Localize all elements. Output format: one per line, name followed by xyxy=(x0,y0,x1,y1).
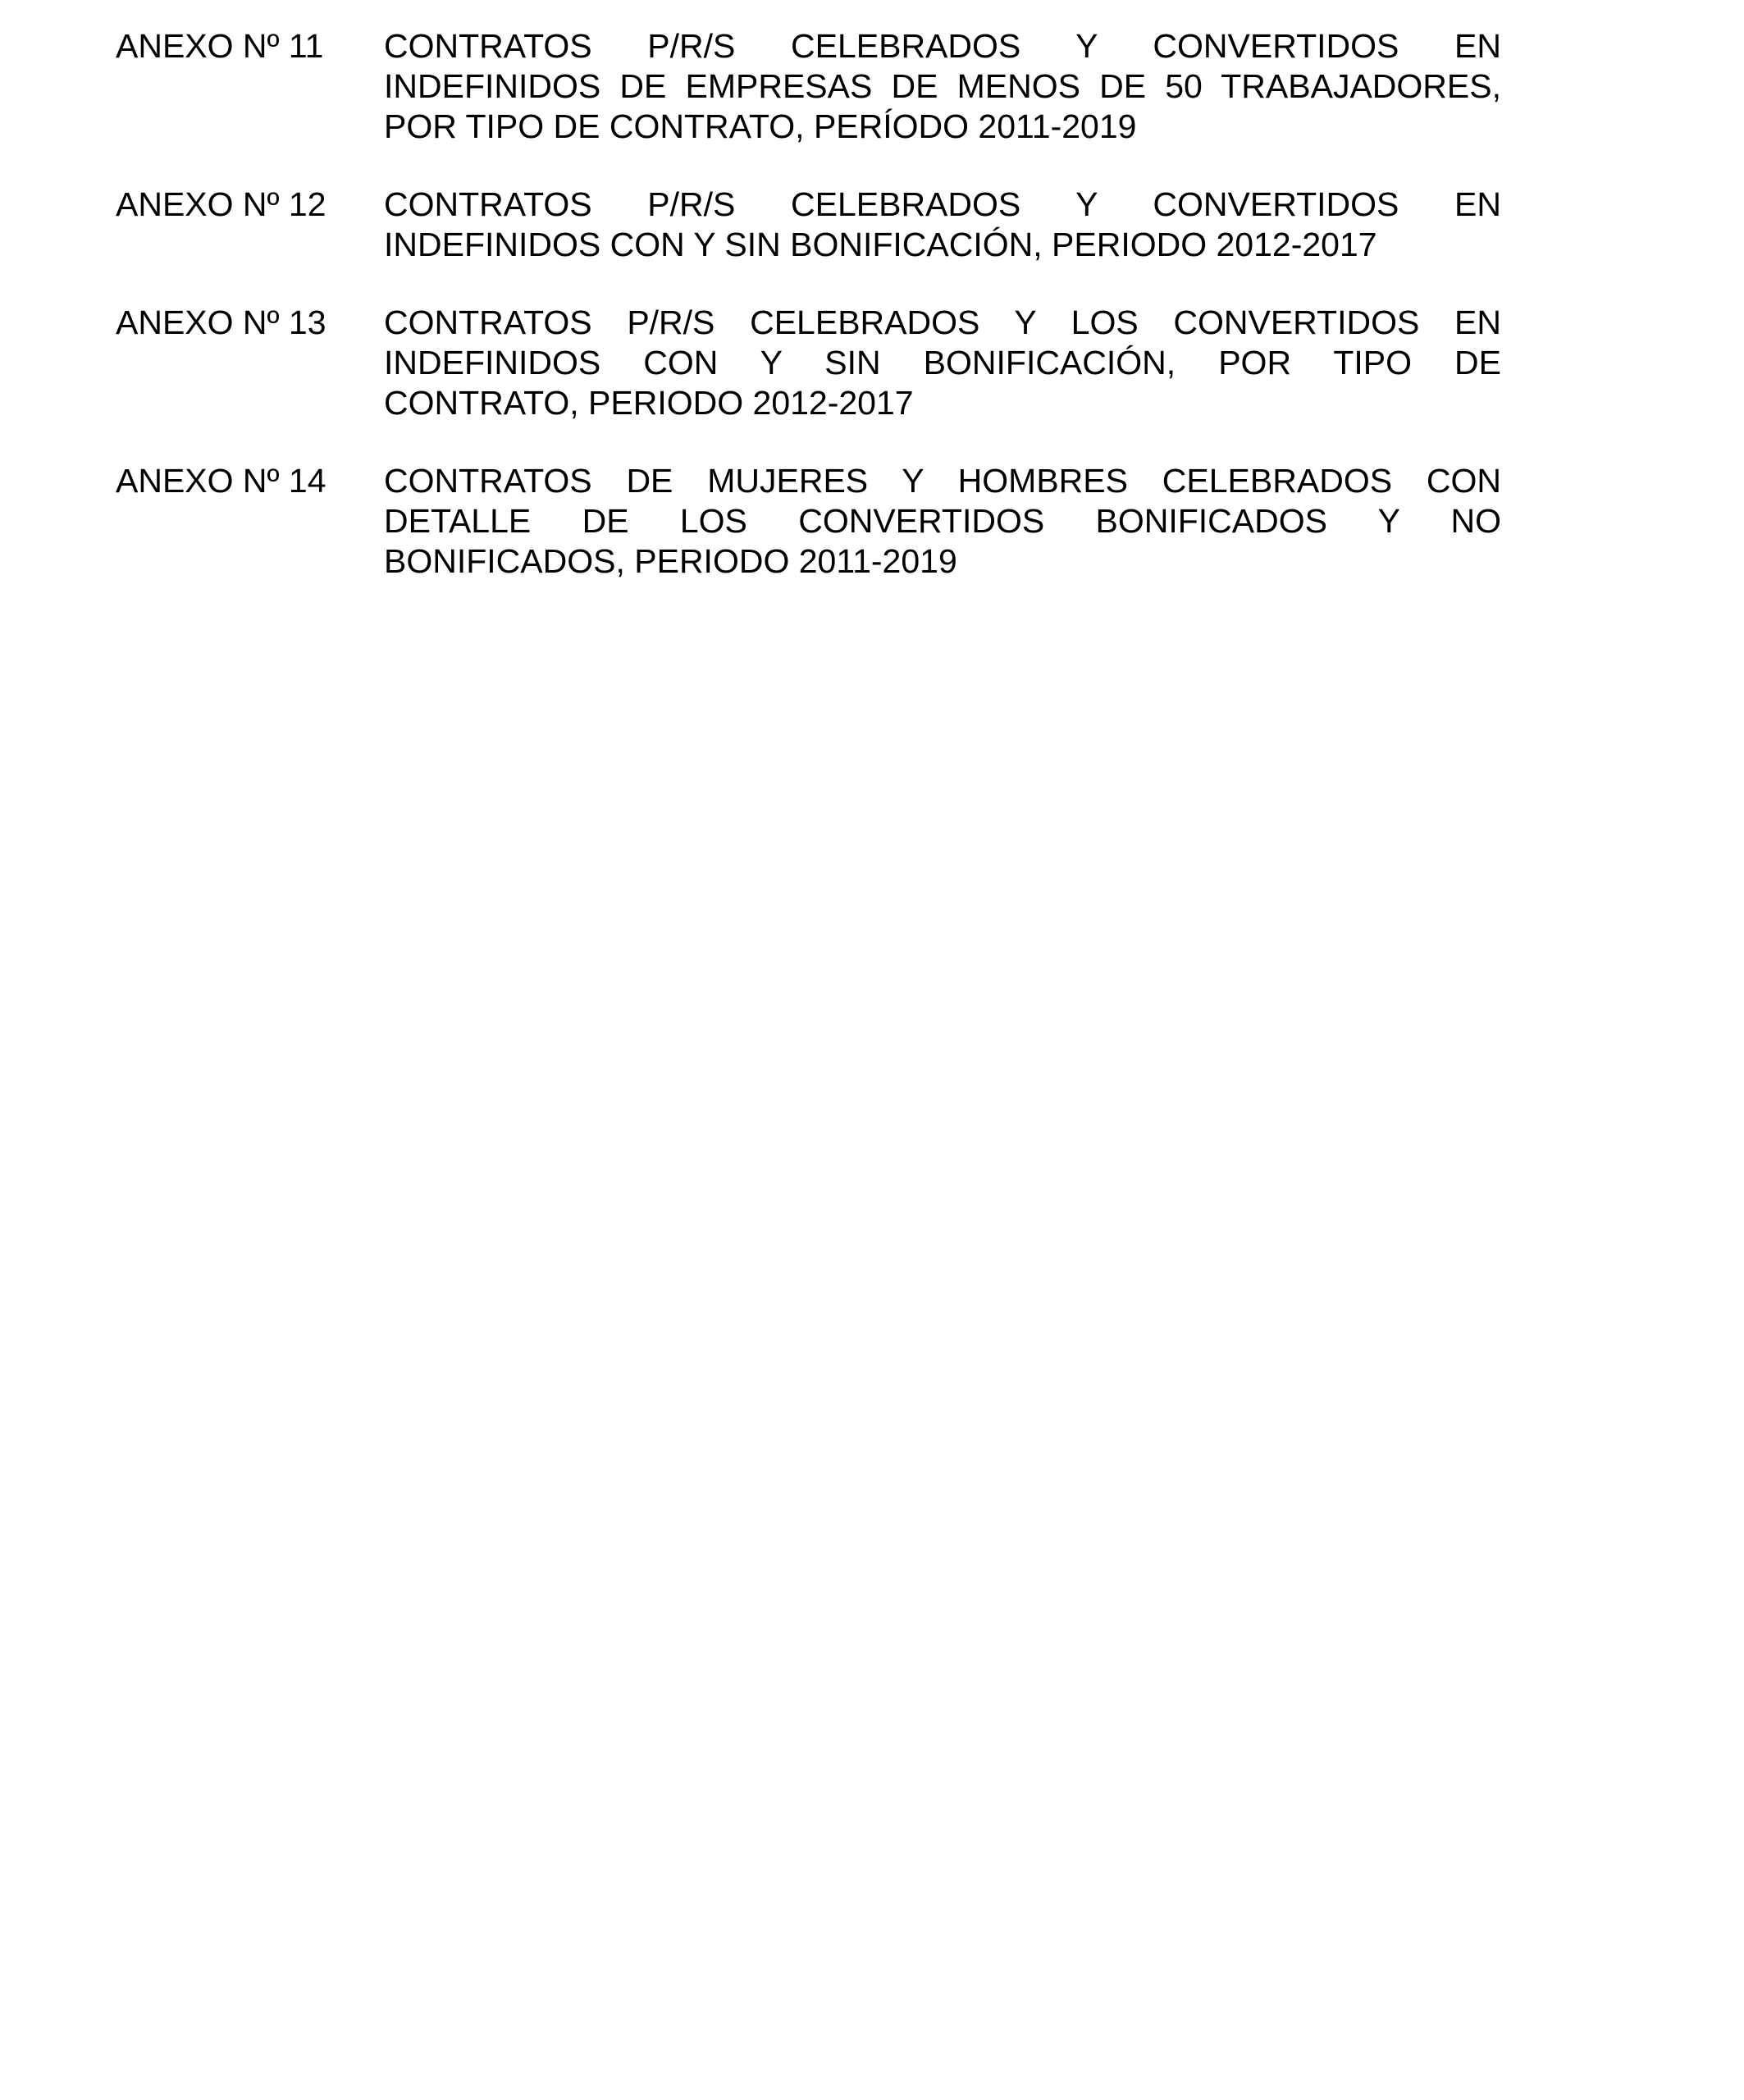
annex-title-line: CONTRATOS P/R/S CELEBRADOS Y CONVERTIDOS EN xyxy=(384,185,1501,223)
annex-title-line: INDEFINIDOS CON Y SIN BONIFICACIÓN, POR TIPO DE xyxy=(384,344,1501,381)
annex-label: ANEXO Nº 13 xyxy=(116,304,326,341)
annex-label: ANEXO Nº 14 xyxy=(116,462,326,500)
annex-title-line: CONTRATOS DE MUJERES Y HOMBRES CELEBRADOS CON xyxy=(384,462,1501,500)
annex-title-line: CONTRATOS P/R/S CELEBRADOS Y LOS CONVERTIDOS EN xyxy=(384,304,1501,341)
annex-title-line: INDEFINIDOS CON Y SIN BONIFICACIÓN, PERIODO 2012-2017 xyxy=(384,226,1377,263)
annex-entry-13 xyxy=(116,303,1501,423)
annex-title-line: DETALLE DE LOS CONVERTIDOS BONIFICADOS Y NO xyxy=(384,502,1501,540)
annex-label: ANEXO Nº 11 xyxy=(116,27,324,65)
annex-title-line: POR TIPO DE CONTRATO, PERÍODO 2011-2019 xyxy=(384,107,1137,145)
annex-label: ANEXO Nº 12 xyxy=(116,185,326,223)
annex-title-line: BONIFICADOS, PERIODO 2011-2019 xyxy=(384,542,957,580)
annex-entry-12 xyxy=(116,185,1501,265)
annex-title xyxy=(384,26,1501,147)
annex-title-line: CONTRATO, PERIODO 2012-2017 xyxy=(384,384,914,422)
annex-title-line: INDEFINIDOS DE EMPRESAS DE MENOS DE 50 TRABAJADORES, xyxy=(384,67,1501,105)
annex-title-line: CONTRATOS P/R/S CELEBRADOS Y CONVERTIDOS EN xyxy=(384,27,1501,65)
annex-list xyxy=(116,26,1501,619)
annex-title xyxy=(384,185,1501,265)
annex-entry-11 xyxy=(116,26,1501,147)
annex-title xyxy=(384,303,1501,423)
annex-entry-14 xyxy=(116,461,1501,582)
annex-title xyxy=(384,461,1501,582)
